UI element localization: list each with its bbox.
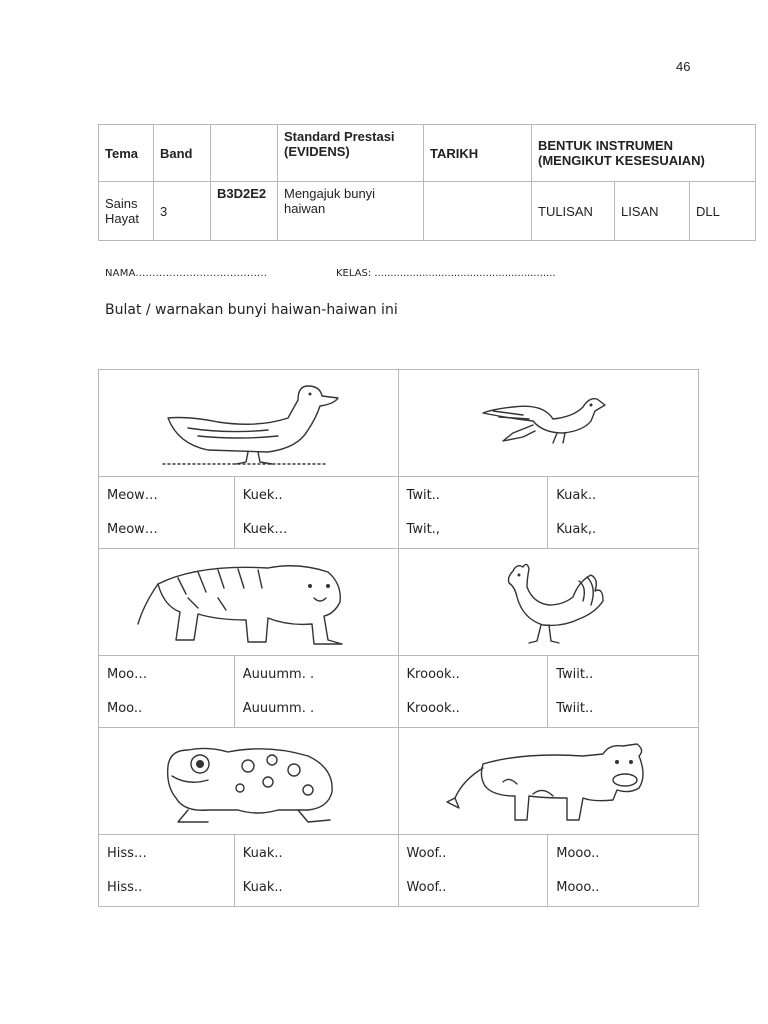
- duck-option-b[interactable]: [234, 477, 398, 549]
- option-text[interactable]: Woof..: [406, 880, 447, 895]
- option-text[interactable]: Mooo..: [556, 846, 600, 861]
- rooster-image-cell: [398, 549, 698, 656]
- cow-image-cell: [398, 728, 698, 835]
- option-text[interactable]: Twiit..: [556, 701, 594, 716]
- option-text[interactable]: Hiss..: [107, 880, 143, 895]
- option-text[interactable]: Kuek..: [242, 488, 283, 503]
- cow-option-b[interactable]: [548, 835, 699, 907]
- instrument-lisan: LISAN: [615, 182, 690, 241]
- bird-image: [473, 383, 623, 463]
- duck-option-a[interactable]: [99, 477, 235, 549]
- standard-value-line2: haiwan: [284, 201, 326, 216]
- standard-value: [278, 182, 424, 241]
- option-text[interactable]: Kuak..: [556, 488, 597, 503]
- instruction-text: Bulat / warnakan bunyi haiwan-haiwan ini: [105, 302, 398, 318]
- tema-line1: Sains: [105, 196, 138, 211]
- option-text[interactable]: Auuumm. .: [242, 667, 315, 682]
- tiger-image: [128, 554, 368, 650]
- option-text[interactable]: Mooo..: [556, 880, 600, 895]
- option-text[interactable]: Woof..: [406, 846, 447, 861]
- rooster-option-b[interactable]: [548, 656, 699, 728]
- option-text[interactable]: Kuak..: [242, 846, 283, 861]
- animal-sounds-table: [98, 369, 699, 907]
- option-text[interactable]: Hiss…: [107, 846, 147, 861]
- rooster-option-a[interactable]: [398, 656, 548, 728]
- option-text[interactable]: Kroook..: [406, 701, 460, 716]
- col-tema: Tema: [99, 125, 154, 182]
- page-number: 46: [676, 59, 691, 74]
- option-text[interactable]: Twit..: [406, 488, 440, 503]
- frog-option-a[interactable]: [99, 835, 235, 907]
- option-text[interactable]: Moo…: [107, 667, 148, 682]
- option-text[interactable]: Kuak,.: [556, 522, 597, 537]
- option-text[interactable]: Twiit..: [556, 667, 594, 682]
- bird-option-a[interactable]: [398, 477, 548, 549]
- tarikh-value[interactable]: [424, 182, 532, 241]
- duck-image: [148, 378, 348, 468]
- option-text[interactable]: Auuumm. .: [242, 701, 315, 716]
- option-text[interactable]: Kroook..: [406, 667, 460, 682]
- cow-option-a[interactable]: [398, 835, 548, 907]
- kelas-field[interactable]: KELAS: .........................................................: [336, 268, 556, 279]
- tiger-image-cell: [99, 549, 399, 656]
- option-text[interactable]: Meow…: [107, 522, 158, 537]
- instrument-tulisan: TULISAN: [532, 182, 615, 241]
- cow-image: [433, 736, 663, 826]
- frog-image: [148, 736, 348, 826]
- option-text[interactable]: Twit.,: [406, 522, 440, 537]
- col-standard-line1: Standard Prestasi: [284, 129, 395, 144]
- bird-image-cell: [398, 370, 698, 477]
- option-text[interactable]: Meow…: [107, 488, 158, 503]
- tiger-option-a[interactable]: [99, 656, 235, 728]
- option-text[interactable]: Kuak..: [242, 880, 283, 895]
- nama-field[interactable]: NAMA.......................................: [105, 268, 268, 279]
- assessment-header-table: [98, 124, 756, 241]
- col-instrumen: [532, 125, 756, 182]
- code-value: B3D2E2: [211, 182, 278, 241]
- tema-line2: Hayat: [105, 211, 139, 226]
- col-blank: [211, 125, 278, 182]
- col-band: Band: [154, 125, 211, 182]
- col-standard: [278, 125, 424, 182]
- tema-value: [99, 182, 154, 241]
- frog-option-b[interactable]: [234, 835, 398, 907]
- col-instrumen-line1: BENTUK INSTRUMEN: [538, 138, 674, 153]
- duck-image-cell: [99, 370, 399, 477]
- frog-image-cell: [99, 728, 399, 835]
- col-instrumen-line2: (MENGIKUT KESESUAIAN): [538, 153, 705, 168]
- instrument-dll: DLL: [690, 182, 756, 241]
- option-text[interactable]: Kuek…: [242, 522, 288, 537]
- band-value: 3: [154, 182, 211, 241]
- tiger-option-b[interactable]: [234, 656, 398, 728]
- col-tarikh: TARIKH: [424, 125, 532, 182]
- rooster-image: [483, 557, 613, 647]
- standard-value-line1: Mengajuk bunyi: [284, 186, 376, 201]
- bird-option-b[interactable]: [548, 477, 699, 549]
- col-standard-line2: (EVIDENS): [284, 144, 350, 159]
- option-text[interactable]: Moo..: [107, 701, 143, 716]
